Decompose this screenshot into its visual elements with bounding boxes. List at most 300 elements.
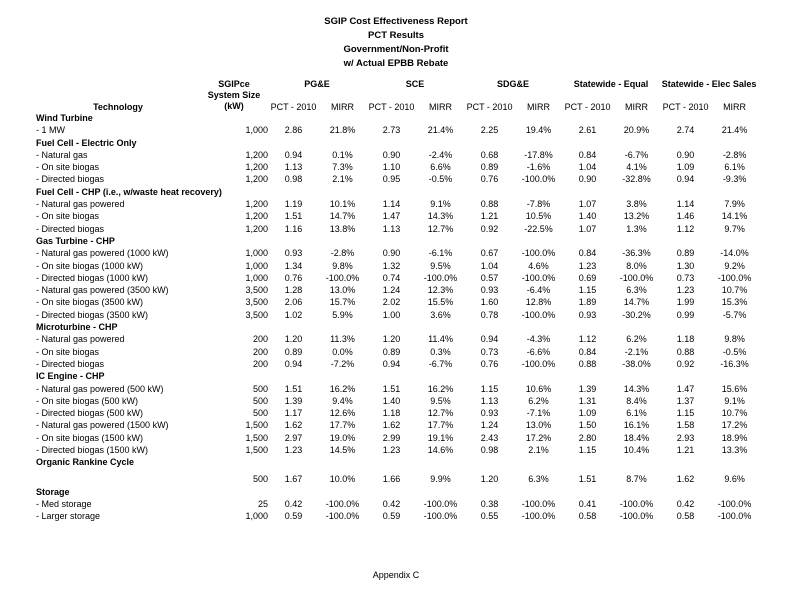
metric-value: 1.15 — [578, 285, 597, 296]
metric-value: 1.15 — [578, 445, 597, 456]
metric-value: 0.90 — [578, 174, 597, 185]
row-label: - Directed biogas (1500 kW) — [36, 445, 149, 456]
metric-value: 1.23 — [578, 260, 597, 271]
metric-value: 1.51 — [578, 474, 597, 485]
metric-value: 0.98 — [284, 174, 303, 185]
metric-value: 0.58 — [676, 511, 695, 522]
size-header-line3: (kW) — [224, 101, 244, 111]
metric-value: 11.3% — [330, 334, 355, 345]
metric-value: 14.1% — [721, 211, 748, 222]
metric-value: 1.12 — [676, 223, 695, 234]
metric-value: 8.4% — [626, 395, 647, 406]
metric-value: -100.0% — [325, 498, 360, 509]
metric-value: 6.3% — [626, 285, 647, 296]
metric-value: 1.50 — [578, 420, 597, 431]
metric-value: 1.04 — [480, 260, 499, 271]
table-row — [36, 444, 758, 456]
sce-pct-header: PCT - 2010 — [368, 102, 415, 112]
table-row — [36, 469, 758, 486]
metric-value: -100.0% — [521, 174, 556, 185]
metric-value: 0.89 — [382, 346, 401, 357]
metric-value: 9.8% — [332, 260, 353, 271]
metric-value: 0.94 — [382, 358, 401, 369]
metric-value: -6.1% — [428, 248, 453, 259]
report-title-line4: w/ Actual EPBB Rebate — [343, 58, 449, 69]
metric-value: 14.7% — [623, 297, 650, 308]
row-label: - Directed biogas (500 kW) — [36, 408, 144, 419]
metric-value: 0.90 — [382, 149, 401, 160]
metric-value: 6.2% — [626, 334, 647, 345]
metric-value: 9.1% — [430, 199, 451, 210]
metric-value: -16.3% — [720, 358, 749, 369]
metric-value: 0.84 — [578, 346, 597, 357]
metric-value: 21.4% — [721, 125, 748, 136]
metric-value: 7.9% — [724, 199, 745, 210]
metric-value: 0.68 — [480, 149, 499, 160]
metric-value: 1.19 — [284, 199, 303, 210]
table-row — [36, 358, 758, 370]
metric-value: 0.73 — [676, 272, 695, 283]
metric-value: 0.41 — [578, 498, 597, 509]
row-label: - On site biogas — [36, 162, 100, 173]
group-header-statewide-elec-sales: Statewide - Elec Sales — [661, 79, 757, 89]
metric-value: -36.3% — [622, 248, 651, 259]
metric-value: 1.51 — [382, 383, 401, 394]
metric-value: 1.47 — [676, 383, 695, 394]
metric-value: -100.0% — [325, 272, 360, 283]
metric-value: 1.21 — [480, 211, 499, 222]
section-header-label: IC Engine - CHP — [36, 371, 105, 382]
section-header-label: Gas Turbine - CHP — [36, 235, 115, 246]
size-header-line2: System Size — [207, 90, 261, 100]
table-row — [36, 309, 758, 321]
metric-value: 1.31 — [578, 395, 597, 406]
table-row — [36, 284, 758, 296]
metric-value: 17.2% — [525, 432, 552, 443]
group-header-sdge: SDG&E — [497, 79, 530, 89]
metric-value: 0.89 — [284, 346, 303, 357]
metric-value: 14.3% — [623, 383, 650, 394]
metric-value: 6.6% — [430, 162, 451, 173]
metric-value: 15.5% — [427, 297, 454, 308]
row-label: - 1 MW — [36, 125, 65, 136]
group-header-row — [36, 79, 758, 100]
metric-value: 1.32 — [382, 260, 401, 271]
metric-value: -6.4% — [526, 285, 551, 296]
metric-value: -5.7% — [722, 309, 747, 320]
metric-value: 1.37 — [676, 395, 695, 406]
section-header-label: Fuel Cell - Electric Only — [36, 137, 137, 148]
metric-value: 12.7% — [427, 408, 454, 419]
metric-value: -30.2% — [622, 309, 651, 320]
system-size-value: 200 — [252, 358, 268, 369]
table-row — [36, 173, 758, 185]
metric-value: 13.0% — [329, 285, 356, 296]
table-row — [36, 210, 758, 222]
metric-value: 19.1% — [427, 432, 454, 443]
metric-value: 16.2% — [427, 383, 454, 394]
metric-value: -7.2% — [330, 358, 355, 369]
metric-value: 0.76 — [284, 272, 303, 283]
metric-value: 1.15 — [480, 383, 499, 394]
metric-value: 9.8% — [724, 334, 745, 345]
system-size-value: 1,500 — [245, 420, 268, 431]
metric-value: 1.13 — [382, 223, 401, 234]
system-size-value: 1,200 — [245, 174, 268, 185]
metric-value: 2.1% — [528, 445, 549, 456]
metric-value: 1.15 — [676, 408, 695, 419]
metric-value: 1.67 — [284, 474, 303, 485]
metric-value: 1.00 — [382, 309, 401, 320]
metric-value: 0.88 — [480, 199, 499, 210]
metric-value: 10.0% — [329, 474, 356, 485]
metric-value: -2.4% — [428, 149, 453, 160]
metric-value: 0.3% — [430, 346, 451, 357]
technology-column-header: Technology — [93, 102, 143, 112]
section-header-label: Wind Turbine — [36, 113, 93, 123]
metric-value: -100.0% — [521, 272, 556, 283]
metric-value: 0.84 — [578, 149, 597, 160]
system-size-value: 1,200 — [245, 199, 268, 210]
metric-value: 1.10 — [382, 162, 401, 173]
metric-value: 0.92 — [480, 223, 499, 234]
metric-value: -100.0% — [521, 498, 556, 509]
metric-value: 1.18 — [676, 334, 695, 345]
metric-value: 12.3% — [427, 285, 454, 296]
section-row — [36, 321, 758, 333]
metric-value: 12.7% — [427, 223, 454, 234]
metric-value: 17.7% — [427, 420, 454, 431]
statewide-equal-mirr-header: MIRR — [625, 102, 649, 112]
metric-value: 0.94 — [284, 358, 303, 369]
statewide-elec-pct-header: PCT - 2010 — [662, 102, 709, 112]
row-label: - Natural gas powered (1000 kW) — [36, 248, 169, 259]
metric-value: 1.07 — [578, 199, 597, 210]
sdge-mirr-header: MIRR — [527, 102, 551, 112]
metric-value: 13.2% — [623, 211, 650, 222]
metric-value: 2.93 — [676, 432, 695, 443]
metric-value: -1.6% — [526, 162, 551, 173]
metric-value: -2.8% — [330, 248, 355, 259]
metric-value: 12.8% — [525, 297, 552, 308]
table-row — [36, 407, 758, 419]
metric-value: 10.7% — [721, 408, 748, 419]
table-row — [36, 346, 758, 358]
section-row — [36, 486, 758, 498]
metric-value: -6.7% — [624, 149, 649, 160]
report-title-line1: SGIP Cost Effectiveness Report — [324, 16, 468, 27]
metric-value: 0.99 — [676, 309, 695, 320]
group-header-statewide-equal: Statewide - Equal — [573, 79, 649, 89]
metric-value: 16.2% — [329, 383, 356, 394]
system-size-value: 1,500 — [245, 445, 268, 456]
metric-value: 1.62 — [284, 420, 303, 431]
metric-value: 1.13 — [480, 395, 499, 406]
metric-value: -0.5% — [722, 346, 747, 357]
metric-value: 0.93 — [480, 408, 499, 419]
system-size-value: 1,000 — [245, 511, 268, 522]
section-header-label: Microturbine - CHP — [36, 322, 118, 333]
row-label: - On site biogas (1000 kW) — [36, 260, 144, 271]
metric-value: 0.59 — [284, 511, 303, 522]
metric-value: 0.58 — [578, 511, 597, 522]
report-title-line3: Government/Non-Profit — [343, 44, 449, 55]
metric-value: -38.0% — [622, 358, 651, 369]
system-size-value: 1,200 — [245, 149, 268, 160]
metric-value: 2.1% — [332, 174, 353, 185]
metric-value: -6.7% — [428, 358, 453, 369]
metric-value: 0.76 — [480, 358, 499, 369]
metric-value: 0.93 — [284, 248, 303, 259]
metric-value: 1.60 — [480, 297, 499, 308]
metric-value: 1.13 — [284, 162, 303, 173]
row-label: - Natural gas powered — [36, 334, 125, 345]
metric-value: 18.4% — [623, 432, 650, 443]
metric-value: -100.0% — [423, 498, 458, 509]
system-size-value: 500 — [252, 395, 268, 406]
system-size-value: 200 — [252, 334, 268, 345]
section-row — [36, 235, 758, 247]
metric-value: 1.20 — [480, 474, 499, 485]
system-size-value: 1,000 — [245, 260, 268, 271]
statewide-equal-pct-header: PCT - 2010 — [564, 102, 611, 112]
system-size-value: 1,000 — [245, 125, 268, 136]
metric-value: 6.1% — [626, 408, 647, 419]
table-row — [36, 395, 758, 407]
metric-value: 1.23 — [284, 445, 303, 456]
metric-value: 0.1% — [332, 149, 353, 160]
metric-value: -100.0% — [619, 511, 654, 522]
table-row — [36, 510, 758, 522]
table-row — [36, 383, 758, 395]
system-size-value: 500 — [252, 383, 268, 394]
metric-value: -100.0% — [717, 272, 752, 283]
table-row — [36, 149, 758, 161]
metric-value: -9.3% — [722, 174, 747, 185]
metric-value: 9.6% — [724, 474, 745, 485]
table-row — [36, 333, 758, 345]
metric-value: 1.40 — [382, 395, 401, 406]
row-label: - Directed biogas (1000 kW) — [36, 272, 149, 283]
table-row — [36, 260, 758, 272]
metric-value: 10.1% — [329, 199, 356, 210]
metric-value: 2.74 — [676, 125, 695, 136]
metric-value: 0.90 — [676, 149, 695, 160]
row-label: - Directed biogas — [36, 358, 105, 369]
metric-value: -32.8% — [622, 174, 651, 185]
metric-value: 6.1% — [724, 162, 745, 173]
size-header-line1: SGIPce — [218, 79, 250, 89]
metric-value: 1.51 — [284, 383, 303, 394]
metric-value: 9.5% — [430, 395, 451, 406]
metric-value: 1.09 — [676, 162, 695, 173]
metric-value: 8.7% — [626, 474, 647, 485]
metric-value: -6.6% — [526, 346, 551, 357]
metric-value: 0.88 — [676, 346, 695, 357]
metric-value: 1.02 — [284, 309, 303, 320]
row-label: - Med storage — [36, 498, 92, 509]
sce-mirr-header: MIRR — [429, 102, 453, 112]
metric-value: 14.3% — [427, 211, 454, 222]
metric-value: 11.4% — [428, 334, 453, 345]
row-label: - On site biogas — [36, 346, 100, 357]
pge-mirr-header: MIRR — [331, 102, 354, 112]
metric-value: 2.97 — [284, 432, 303, 443]
table-row — [36, 161, 758, 173]
row-label: - On site biogas (500 kW) — [36, 395, 139, 406]
metric-value: 1.30 — [676, 260, 695, 271]
metric-value: -100.0% — [619, 272, 654, 283]
metric-value: 0.89 — [480, 162, 499, 173]
metric-value: 1.62 — [382, 420, 401, 431]
metric-value: -100.0% — [521, 248, 556, 259]
metric-value: -0.5% — [428, 174, 453, 185]
metric-value: 1.20 — [284, 334, 303, 345]
metric-value: 1.23 — [382, 445, 401, 456]
metric-value: 0.69 — [578, 272, 597, 283]
system-size-value: 3,500 — [245, 285, 268, 296]
row-label: - Directed biogas — [36, 223, 105, 234]
metric-value: 9.1% — [724, 395, 745, 406]
section-row — [36, 456, 758, 468]
metric-value: 1.04 — [578, 162, 597, 173]
metric-value: 1.21 — [676, 445, 695, 456]
metric-value: 1.46 — [676, 211, 695, 222]
group-header-pge: PG&E — [304, 79, 330, 89]
table-row — [36, 419, 758, 431]
metric-value: 15.7% — [329, 297, 356, 308]
section-header-label: Storage — [36, 486, 70, 497]
metric-value: 9.2% — [724, 260, 745, 271]
metric-value: 2.02 — [382, 297, 401, 308]
metric-value: 0.84 — [578, 248, 597, 259]
metric-value: 0.59 — [382, 511, 401, 522]
metric-value: 0.78 — [480, 309, 499, 320]
row-label: - Natural gas — [36, 149, 88, 160]
metric-value: 1.12 — [578, 334, 597, 345]
metric-value: 0.42 — [382, 498, 401, 509]
metric-value: 4.6% — [528, 260, 549, 271]
metric-value: 16.1% — [623, 420, 650, 431]
metric-value: 1.39 — [578, 383, 597, 394]
metric-value: -14.0% — [720, 248, 749, 259]
metric-value: 2.86 — [284, 125, 303, 136]
metric-value: 0.92 — [676, 358, 695, 369]
metric-value: 1.24 — [480, 420, 499, 431]
section-header-label: Fuel Cell - CHP (i.e., w/waste heat recovery) — [36, 186, 222, 197]
metric-value: 18.9% — [721, 432, 748, 443]
row-label: - Natural gas powered (3500 kW) — [36, 285, 169, 296]
metric-value: 1.51 — [284, 211, 303, 222]
metric-value: 21.8% — [329, 125, 356, 136]
metric-value: -100.0% — [423, 511, 458, 522]
system-size-value: 500 — [252, 408, 268, 419]
system-size-value: 3,500 — [245, 297, 268, 308]
section-header-label: Organic Rankine Cycle — [36, 457, 135, 468]
metric-value: 1.28 — [284, 285, 303, 296]
metric-value: 0.0% — [332, 346, 353, 357]
metric-value: 1.89 — [578, 297, 597, 308]
metric-value: 0.88 — [578, 358, 597, 369]
system-size-value: 3,500 — [245, 309, 268, 320]
metric-value: 20.9% — [623, 125, 650, 136]
metric-value: 0.93 — [578, 309, 597, 320]
metric-value: -17.8% — [524, 149, 553, 160]
metric-value: 1.34 — [284, 260, 303, 271]
technology-header-spacer — [36, 79, 200, 100]
sub-header-row — [36, 100, 758, 112]
metric-value: 1.62 — [676, 474, 695, 485]
metric-value: 2.99 — [382, 432, 401, 443]
metric-value: 17.2% — [721, 420, 748, 431]
metric-value: -2.1% — [624, 346, 649, 357]
metric-value: 2.06 — [284, 297, 303, 308]
cost-effectiveness-table — [36, 79, 758, 523]
report-title-line2: PCT Results — [368, 30, 424, 41]
metric-value: 1.23 — [676, 285, 695, 296]
report-title-block — [0, 0, 792, 71]
row-label: - Natural gas powered — [36, 199, 125, 210]
section-row — [36, 112, 758, 124]
metric-value: 15.3% — [721, 297, 748, 308]
metric-value: 1.47 — [382, 211, 401, 222]
metric-value: 2.43 — [480, 432, 499, 443]
metric-value: 0.55 — [480, 511, 499, 522]
system-size-value: 200 — [252, 346, 268, 357]
row-label: - Natural gas powered (1500 kW) — [36, 420, 169, 431]
system-size-value: 1,500 — [245, 432, 268, 443]
metric-value: 2.80 — [578, 432, 597, 443]
metric-value: 1.14 — [676, 199, 695, 210]
metric-value: 1.66 — [382, 474, 401, 485]
system-size-value: 1,000 — [245, 248, 268, 259]
row-label: - On site biogas — [36, 211, 100, 222]
metric-value: 0.67 — [480, 248, 499, 259]
metric-value: 0.95 — [382, 174, 401, 185]
metric-value: 9.7% — [724, 223, 745, 234]
metric-value: 0.90 — [382, 248, 401, 259]
metric-value: 17.7% — [329, 420, 356, 431]
system-size-value: 1,200 — [245, 162, 268, 173]
table-row — [36, 432, 758, 444]
metric-value: -100.0% — [325, 511, 360, 522]
metric-value: 0.42 — [284, 498, 303, 509]
metric-value: 0.94 — [284, 149, 303, 160]
metric-value: -100.0% — [521, 358, 556, 369]
row-label: - On site biogas (3500 kW) — [36, 297, 144, 308]
metric-value: 14.5% — [329, 445, 356, 456]
system-size-value: 500 — [252, 474, 268, 485]
metric-value: 0.38 — [480, 498, 499, 509]
metric-value: 19.4% — [525, 125, 552, 136]
metric-value: 0.73 — [480, 346, 499, 357]
row-label: - Natural gas powered (500 kW) — [36, 383, 164, 394]
metric-value: 0.94 — [676, 174, 695, 185]
table-row — [36, 247, 758, 259]
metric-value: -22.5% — [524, 223, 553, 234]
metric-value: 1.20 — [382, 334, 401, 345]
metric-value: 5.9% — [332, 309, 353, 320]
table-row — [36, 198, 758, 210]
statewide-elec-mirr-header: MIRR — [723, 102, 747, 112]
metric-value: 19.0% — [329, 432, 356, 443]
row-label: - Directed biogas (3500 kW) — [36, 309, 149, 320]
metric-value: 2.25 — [480, 125, 499, 136]
table-row — [36, 272, 758, 284]
metric-value: 0.98 — [480, 445, 499, 456]
metric-value: 1.58 — [676, 420, 695, 431]
metric-value: -2.8% — [722, 149, 747, 160]
